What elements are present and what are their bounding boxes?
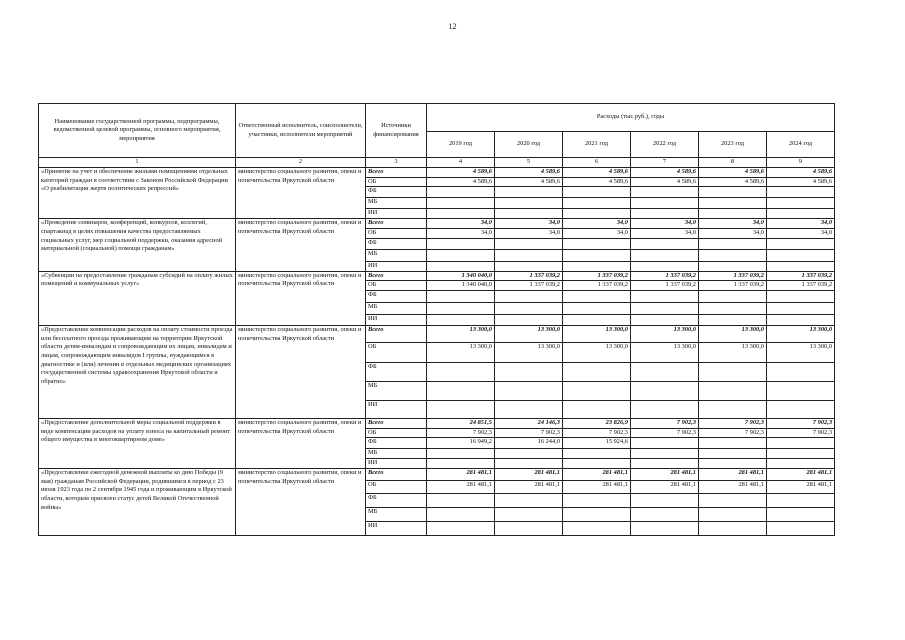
- amount-cell: [495, 522, 563, 536]
- amount-cell: [563, 449, 631, 459]
- amount-cell: [767, 438, 835, 449]
- funding-source: ФБ: [366, 494, 427, 508]
- amount-cell: [427, 459, 495, 469]
- amount-cell: 7 902,3: [767, 428, 835, 438]
- amount-cell: [495, 401, 563, 419]
- funding-source: ИИ: [366, 315, 427, 326]
- amount-cell: [699, 303, 767, 315]
- amount-cell: [767, 363, 835, 382]
- amount-cell: [495, 303, 563, 315]
- funding-source: ФБ: [366, 238, 427, 249]
- amount-cell: [495, 363, 563, 382]
- amount-cell: 4 589,6: [767, 177, 835, 187]
- amount-cell: [699, 494, 767, 508]
- funding-source: ИИ: [366, 522, 427, 536]
- table-row: [39, 271, 835, 281]
- header-year: 2023 год: [699, 132, 767, 158]
- amount-cell: [427, 494, 495, 508]
- funding-source: ФБ: [366, 438, 427, 449]
- amount-cell: [563, 261, 631, 271]
- funding-source: Всего: [366, 168, 427, 178]
- amount-cell: [427, 209, 495, 219]
- funding-source: ОБ: [366, 177, 427, 187]
- column-index: 3: [366, 158, 427, 168]
- amount-cell: [767, 209, 835, 219]
- table-row: [39, 469, 835, 481]
- amount-cell: [767, 291, 835, 303]
- amount-cell: [495, 209, 563, 219]
- amount-cell: 13 300,0: [563, 343, 631, 363]
- amount-cell: [699, 363, 767, 382]
- amount-cell: 281 481,1: [631, 469, 699, 481]
- activity-name: «Проведение семинаров, конференций, конкурсов, коллегий, спартакиад в целях повышения качества предоставляемых социальных услуг, мер социальной поддержки, оказания адресной материальной (социальной) помощи гражданам»: [39, 219, 236, 271]
- amount-cell: 34,0: [699, 228, 767, 238]
- amount-cell: [427, 522, 495, 536]
- amount-cell: [767, 187, 835, 198]
- funding-source: МБ: [366, 449, 427, 459]
- funding-source: ИИ: [366, 459, 427, 469]
- header-sources: Источники финансирования: [366, 104, 427, 158]
- amount-cell: [767, 494, 835, 508]
- table-body: [39, 168, 835, 536]
- amount-cell: 281 481,1: [767, 481, 835, 494]
- amount-cell: [563, 508, 631, 522]
- amount-cell: 281 481,1: [427, 469, 495, 481]
- amount-cell: 13 300,0: [767, 343, 835, 363]
- activity-name: «Предоставление компенсации расходов на оплату стоимости проезда или бесплатного проезда проживающим на территории Иркутской области детям-инвалидам и сопровождающим их лицам, инвалидам и лицам, сопровождающим инвалидов I группы, нуждающимся в диагностике и (или) лечении в отдельных медицинских организациях государственной системы здравоохранения Иркутской области и обратно»: [39, 326, 236, 419]
- responsible-executor: министерство социального развития, опеки и попечительства Иркутской области: [236, 219, 366, 271]
- responsible-executor: министерство социального развития, опеки и попечительства Иркутской области: [236, 326, 366, 419]
- amount-cell: [427, 238, 495, 249]
- amount-cell: 13 300,0: [427, 326, 495, 343]
- amount-cell: 4 589,6: [631, 168, 699, 178]
- amount-cell: [495, 261, 563, 271]
- amount-cell: 281 481,1: [767, 469, 835, 481]
- funding-source: ФБ: [366, 187, 427, 198]
- amount-cell: 7 902,3: [699, 428, 767, 438]
- responsible-executor: министерство социального развития, опеки и попечительства Иркутской области: [236, 168, 366, 219]
- budget-table: [38, 103, 835, 536]
- amount-cell: 34,0: [631, 228, 699, 238]
- amount-cell: [427, 382, 495, 401]
- activity-name: «Принятие на учет и обеспечение жилыми помещениями отдельных категорий граждан в соответствии с Законом Российской Федерации «О реабилитации жертв политических репрессий»: [39, 168, 236, 219]
- funding-source: Всего: [366, 219, 427, 229]
- funding-source: Всего: [366, 326, 427, 343]
- amount-cell: 4 589,6: [563, 168, 631, 178]
- amount-cell: [767, 261, 835, 271]
- amount-cell: [563, 494, 631, 508]
- header-expenses: Расходы (тыс.руб.), годы: [427, 104, 835, 132]
- amount-cell: 1 340 040,0: [427, 281, 495, 291]
- amount-cell: [563, 291, 631, 303]
- amount-cell: 1 337 039,2: [563, 281, 631, 291]
- amount-cell: 34,0: [563, 219, 631, 229]
- funding-source: Всего: [366, 271, 427, 281]
- header-responsible: Ответственный исполнитель, соисполнители, участники, исполнители мероприятий: [236, 104, 366, 158]
- amount-cell: 13 300,0: [699, 343, 767, 363]
- funding-source: МБ: [366, 508, 427, 522]
- funding-source: МБ: [366, 382, 427, 401]
- amount-cell: 7 902,3: [699, 419, 767, 429]
- amount-cell: [631, 401, 699, 419]
- amount-cell: [631, 187, 699, 198]
- amount-cell: [699, 238, 767, 249]
- header-year: 2022 год: [631, 132, 699, 158]
- amount-cell: 34,0: [495, 219, 563, 229]
- header-program: Наименование государственной программы, подпрограммы, ведомственной целевой программы, основного мероприятия, мероприятия: [39, 104, 236, 158]
- activity-name: «Предоставление дополнительной меры социальной поддержки в виде компенсации расходов на уплату взноса на капитальный ремонт общего имущества в многоквартирном доме»: [39, 419, 236, 469]
- amount-cell: 7 902,3: [631, 428, 699, 438]
- amount-cell: 23 826,9: [563, 419, 631, 429]
- amount-cell: [563, 238, 631, 249]
- amount-cell: [427, 449, 495, 459]
- funding-source: ИИ: [366, 209, 427, 219]
- amount-cell: 1 337 039,2: [699, 281, 767, 291]
- amount-cell: 281 481,1: [495, 481, 563, 494]
- amount-cell: [699, 449, 767, 459]
- funding-source: ОБ: [366, 481, 427, 494]
- amount-cell: [495, 494, 563, 508]
- amount-cell: 34,0: [495, 228, 563, 238]
- amount-cell: [495, 249, 563, 261]
- amount-cell: [699, 522, 767, 536]
- funding-source: ИИ: [366, 261, 427, 271]
- amount-cell: [427, 401, 495, 419]
- responsible-executor: министерство социального развития, опеки и попечительства Иркутской области: [236, 419, 366, 469]
- amount-cell: [631, 249, 699, 261]
- header-year: 2020 год: [495, 132, 563, 158]
- amount-cell: [699, 209, 767, 219]
- funding-source: МБ: [366, 303, 427, 315]
- amount-cell: [563, 315, 631, 326]
- amount-cell: [495, 508, 563, 522]
- amount-cell: 281 481,1: [563, 469, 631, 481]
- amount-cell: [767, 401, 835, 419]
- amount-cell: [699, 198, 767, 209]
- funding-source: МБ: [366, 249, 427, 261]
- amount-cell: [631, 438, 699, 449]
- amount-cell: 7 902,3: [767, 419, 835, 429]
- amount-cell: [427, 198, 495, 209]
- amount-cell: 4 589,6: [767, 168, 835, 178]
- amount-cell: 34,0: [767, 228, 835, 238]
- amount-cell: 13 300,0: [495, 343, 563, 363]
- amount-cell: [631, 522, 699, 536]
- amount-cell: 24 146,3: [495, 419, 563, 429]
- funding-source: ОБ: [366, 281, 427, 291]
- amount-cell: 16 244,0: [495, 438, 563, 449]
- amount-cell: [699, 508, 767, 522]
- funding-source: Всего: [366, 469, 427, 481]
- amount-cell: [767, 522, 835, 536]
- amount-cell: 1 337 039,2: [767, 281, 835, 291]
- amount-cell: 4 589,6: [631, 177, 699, 187]
- column-index: 1: [39, 158, 236, 168]
- amount-cell: [631, 291, 699, 303]
- amount-cell: [427, 187, 495, 198]
- amount-cell: [699, 459, 767, 469]
- amount-cell: 4 589,6: [699, 168, 767, 178]
- amount-cell: [631, 198, 699, 209]
- amount-cell: [563, 382, 631, 401]
- amount-cell: 7 902,3: [631, 419, 699, 429]
- amount-cell: [427, 508, 495, 522]
- amount-cell: 281 481,1: [631, 481, 699, 494]
- table-row: [39, 219, 835, 229]
- amount-cell: 4 589,6: [427, 168, 495, 178]
- table-row: [39, 326, 835, 343]
- amount-cell: [495, 198, 563, 209]
- amount-cell: 15 924,6: [563, 438, 631, 449]
- amount-cell: [427, 291, 495, 303]
- amount-cell: [563, 401, 631, 419]
- amount-cell: 13 300,0: [631, 326, 699, 343]
- amount-cell: [563, 363, 631, 382]
- amount-cell: [495, 291, 563, 303]
- amount-cell: [495, 238, 563, 249]
- amount-cell: [767, 249, 835, 261]
- amount-cell: [767, 315, 835, 326]
- amount-cell: 34,0: [563, 228, 631, 238]
- column-index: 6: [563, 158, 631, 168]
- table-row: [39, 419, 835, 429]
- amount-cell: [767, 508, 835, 522]
- amount-cell: 7 902,3: [427, 428, 495, 438]
- column-index: 4: [427, 158, 495, 168]
- amount-cell: 13 300,0: [631, 343, 699, 363]
- activity-name: «Субвенции на предоставление гражданам субсидий на оплату жилых помещений и коммунальных услуг»: [39, 271, 236, 326]
- amount-cell: [767, 449, 835, 459]
- amount-cell: 1 337 039,2: [495, 281, 563, 291]
- amount-cell: [767, 459, 835, 469]
- amount-cell: 24 851,5: [427, 419, 495, 429]
- responsible-executor: министерство социального развития, опеки и попечительства Иркутской области: [236, 271, 366, 326]
- amount-cell: 281 481,1: [427, 481, 495, 494]
- amount-cell: 4 589,6: [699, 177, 767, 187]
- amount-cell: [563, 459, 631, 469]
- amount-cell: 13 300,0: [495, 326, 563, 343]
- column-index: 5: [495, 158, 563, 168]
- amount-cell: 1 337 039,2: [699, 271, 767, 281]
- funding-source: ОБ: [366, 343, 427, 363]
- amount-cell: 7 902,3: [563, 428, 631, 438]
- amount-cell: 4 589,6: [427, 177, 495, 187]
- column-index: 9: [767, 158, 835, 168]
- amount-cell: [631, 494, 699, 508]
- amount-cell: [631, 449, 699, 459]
- funding-source: Всего: [366, 419, 427, 429]
- amount-cell: 34,0: [631, 219, 699, 229]
- amount-cell: [699, 249, 767, 261]
- amount-cell: [495, 315, 563, 326]
- header-year: 2024 год: [767, 132, 835, 158]
- amount-cell: [631, 315, 699, 326]
- amount-cell: [495, 187, 563, 198]
- amount-cell: 13 300,0: [699, 326, 767, 343]
- funding-source: ОБ: [366, 428, 427, 438]
- column-index: 2: [236, 158, 366, 168]
- amount-cell: 13 300,0: [563, 326, 631, 343]
- column-index: 7: [631, 158, 699, 168]
- amount-cell: 7 902,3: [495, 428, 563, 438]
- amount-cell: [699, 291, 767, 303]
- amount-cell: 281 481,1: [563, 481, 631, 494]
- header-year: 2021 год: [563, 132, 631, 158]
- amount-cell: 4 589,6: [495, 177, 563, 187]
- amount-cell: [767, 303, 835, 315]
- column-index-row: [39, 158, 835, 168]
- funding-source: ФБ: [366, 363, 427, 382]
- funding-source: ИИ: [366, 401, 427, 419]
- amount-cell: [427, 249, 495, 261]
- amount-cell: 1 337 039,2: [495, 271, 563, 281]
- amount-cell: 34,0: [767, 219, 835, 229]
- amount-cell: [563, 303, 631, 315]
- header-year: 2019 год: [427, 132, 495, 158]
- amount-cell: [699, 315, 767, 326]
- amount-cell: 34,0: [427, 228, 495, 238]
- amount-cell: [631, 382, 699, 401]
- column-index: 8: [699, 158, 767, 168]
- amount-cell: 34,0: [699, 219, 767, 229]
- amount-cell: [699, 382, 767, 401]
- activity-name: «Предоставление ежегодной денежной выплаты ко дню Победы (9 мая) гражданам Российской Федерации, родившимся в период с 23 июня 1923 года по 2 сентября 1945 года и проживающим в Иркутской области, которым присвоен статус детей Великой Отечественной войны»: [39, 469, 236, 536]
- amount-cell: [563, 249, 631, 261]
- amount-cell: [767, 198, 835, 209]
- amount-cell: [699, 401, 767, 419]
- amount-cell: 281 481,1: [495, 469, 563, 481]
- amount-cell: [631, 209, 699, 219]
- amount-cell: [495, 459, 563, 469]
- amount-cell: 281 481,1: [699, 481, 767, 494]
- amount-cell: [563, 187, 631, 198]
- amount-cell: 4 589,6: [563, 177, 631, 187]
- amount-cell: [495, 449, 563, 459]
- amount-cell: 1 337 039,2: [631, 271, 699, 281]
- amount-cell: 1 337 039,2: [563, 271, 631, 281]
- amount-cell: [699, 438, 767, 449]
- amount-cell: [427, 261, 495, 271]
- funding-source: ФБ: [366, 291, 427, 303]
- amount-cell: 281 481,1: [699, 469, 767, 481]
- amount-cell: [767, 238, 835, 249]
- amount-cell: [427, 315, 495, 326]
- amount-cell: [631, 363, 699, 382]
- amount-cell: [563, 198, 631, 209]
- amount-cell: [699, 187, 767, 198]
- amount-cell: [631, 508, 699, 522]
- table-row: [39, 168, 835, 178]
- amount-cell: 13 300,0: [427, 343, 495, 363]
- page-number: 12: [448, 22, 457, 31]
- funding-source: ОБ: [366, 228, 427, 238]
- amount-cell: [767, 382, 835, 401]
- amount-cell: [631, 261, 699, 271]
- amount-cell: 16 949,2: [427, 438, 495, 449]
- amount-cell: [631, 303, 699, 315]
- amount-cell: 34,0: [427, 219, 495, 229]
- amount-cell: 13 300,0: [767, 326, 835, 343]
- amount-cell: [699, 261, 767, 271]
- amount-cell: [631, 459, 699, 469]
- amount-cell: [427, 303, 495, 315]
- amount-cell: 4 589,6: [495, 168, 563, 178]
- amount-cell: 1 337 039,2: [631, 281, 699, 291]
- amount-cell: [631, 238, 699, 249]
- amount-cell: [495, 382, 563, 401]
- responsible-executor: министерство социального развития, опеки и попечительства Иркутской области: [236, 469, 366, 536]
- amount-cell: 1 337 039,2: [767, 271, 835, 281]
- funding-source: МБ: [366, 198, 427, 209]
- amount-cell: [427, 363, 495, 382]
- amount-cell: [563, 522, 631, 536]
- amount-cell: [563, 209, 631, 219]
- amount-cell: 1 340 040,0: [427, 271, 495, 281]
